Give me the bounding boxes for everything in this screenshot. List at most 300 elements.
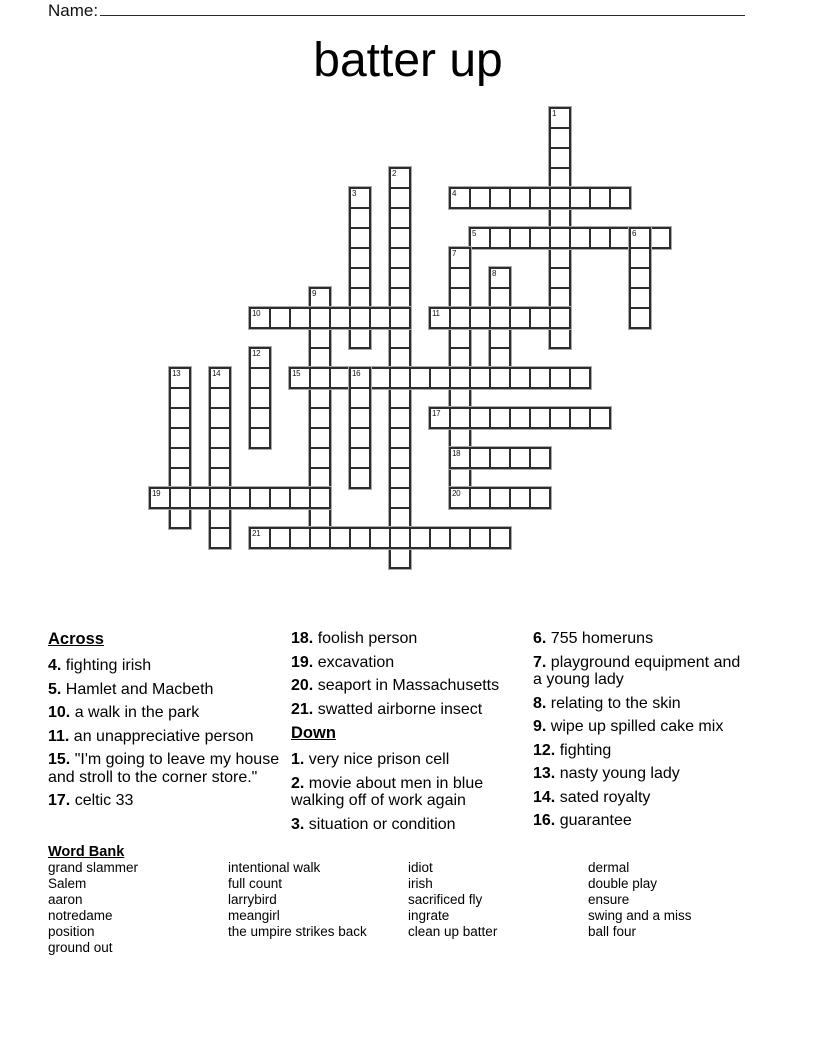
cell-divider [529, 368, 531, 388]
clue-across-18: 18. foolish person [291, 630, 418, 647]
answer-cell-r4c12[interactable] [392, 190, 408, 206]
grid-number-3: 3 [352, 189, 357, 198]
cell-divider [550, 127, 570, 129]
answer-cell-r13c20[interactable] [552, 370, 568, 386]
cell-divider [550, 247, 570, 249]
answer-cell-r3c12[interactable] [392, 170, 408, 186]
answer-cell-r15c5[interactable] [252, 410, 268, 426]
cell-divider [249, 488, 251, 508]
answer-cell-r10c9[interactable] [332, 310, 348, 326]
answer-cell-r4c17[interactable] [492, 190, 508, 206]
answer-cell-r13c3[interactable] [212, 370, 228, 386]
answer-cell-r13c13[interactable] [412, 370, 428, 386]
answer-cell-r11c12[interactable] [392, 330, 408, 346]
cell-divider [390, 427, 410, 429]
cell-divider [550, 267, 570, 269]
answer-cell-r22c12[interactable] [392, 550, 408, 566]
cell-divider [310, 307, 330, 309]
answer-cell-r9c10[interactable] [352, 290, 368, 306]
word-bank-column-1 [48, 860, 226, 956]
answer-cell-r19c5[interactable] [252, 490, 268, 506]
cell-divider [550, 327, 570, 329]
answer-cell-r19c6[interactable] [272, 490, 288, 506]
grid-number-5: 5 [472, 229, 477, 238]
answer-cell-r17c16[interactable] [472, 450, 488, 466]
cell-divider [329, 308, 331, 328]
cell-divider [250, 367, 270, 369]
answer-cell-r13c1[interactable] [172, 370, 188, 386]
word-bank-column-4 [588, 860, 766, 940]
answer-cell-r4c19[interactable] [532, 190, 548, 206]
answer-cell-r21c10[interactable] [352, 530, 368, 546]
cell-divider [469, 488, 471, 508]
grid-number-7: 7 [452, 249, 457, 258]
answer-cell-r15c1[interactable] [172, 410, 188, 426]
answer-cell-r8c12[interactable] [392, 270, 408, 286]
answer-cell-r21c11[interactable] [372, 530, 388, 546]
answer-cell-r21c16[interactable] [472, 530, 488, 546]
word-bank-column-3 [408, 860, 586, 940]
answer-cell-r19c1[interactable] [172, 490, 188, 506]
answer-cell-r19c17[interactable] [492, 490, 508, 506]
cell-divider [489, 188, 491, 208]
answer-cell-r9c20[interactable] [552, 290, 568, 306]
answer-cell-r19c7[interactable] [292, 490, 308, 506]
word-bank-item: ground out [48, 940, 113, 955]
cell-divider [490, 287, 510, 289]
word-bank-item: position [48, 924, 95, 939]
word-bank [48, 844, 788, 955]
answer-cell-r6c16[interactable] [472, 230, 488, 246]
cell-divider [489, 488, 491, 508]
answer-cell-r7c12[interactable] [392, 250, 408, 266]
cell-divider [329, 528, 331, 548]
answer-cell-r14c5[interactable] [252, 390, 268, 406]
answer-cell-r10c6[interactable] [272, 310, 288, 326]
cell-divider [490, 307, 510, 309]
answer-cell-r8c15[interactable] [452, 270, 468, 286]
answer-cell-r7c20[interactable] [552, 250, 568, 266]
cell-divider [369, 528, 371, 548]
word-bank-item: full count [228, 876, 283, 891]
cell-divider [469, 368, 471, 388]
answer-cell-r19c15[interactable] [452, 490, 468, 506]
cell-divider [550, 167, 570, 169]
cell-divider [489, 368, 491, 388]
grid-number-17: 17 [432, 409, 441, 418]
answer-cell-r9c15[interactable] [452, 290, 468, 306]
answer-cell-r11c17[interactable] [492, 330, 508, 346]
answer-cell-r13c18[interactable] [512, 370, 528, 386]
answer-cell-r19c19[interactable] [532, 490, 548, 506]
cell-divider [389, 368, 391, 388]
answer-cell-r19c18[interactable] [512, 490, 528, 506]
name-label: Name: [48, 1, 99, 20]
cell-divider [250, 427, 270, 429]
cell-divider [310, 467, 330, 469]
answer-cell-r10c15[interactable] [452, 310, 468, 326]
answer-cell-r5c20[interactable] [552, 210, 568, 226]
answer-cell-r7c10[interactable] [352, 250, 368, 266]
cell-divider [269, 488, 271, 508]
grid-number-2: 2 [392, 169, 397, 178]
answer-cell-r18c3[interactable] [212, 470, 228, 486]
answer-cell-r13c17[interactable] [492, 370, 508, 386]
answer-cell-r5c10[interactable] [352, 210, 368, 226]
answer-cell-r5c12[interactable] [392, 210, 408, 226]
answer-cell-r4c23[interactable] [612, 190, 628, 206]
cell-divider [490, 367, 510, 369]
cell-divider [429, 368, 431, 388]
answer-cell-r16c12[interactable] [392, 430, 408, 446]
cell-divider [469, 308, 471, 328]
grid-number-13: 13 [172, 369, 181, 378]
answer-cell-r4c15[interactable] [452, 190, 468, 206]
word-bank-item: aaron [48, 892, 83, 907]
answer-cell-r20c12[interactable] [392, 510, 408, 526]
answer-cell-r6c24[interactable] [632, 230, 648, 246]
answer-cell-r10c8[interactable] [312, 310, 328, 326]
cell-divider [309, 528, 311, 548]
cell-divider [210, 447, 230, 449]
cell-divider [449, 528, 451, 548]
cell-divider [350, 467, 370, 469]
answer-cell-r17c18[interactable] [512, 450, 528, 466]
answer-cell-r18c12[interactable] [392, 470, 408, 486]
cell-divider [469, 448, 471, 468]
answer-cell-r21c17[interactable] [492, 530, 508, 546]
cell-divider [310, 487, 330, 489]
clue-down-8: 8. relating to the skin [533, 694, 681, 712]
answer-cell-r10c18[interactable] [512, 310, 528, 326]
cell-divider [630, 287, 650, 289]
answer-cell-r4c21[interactable] [572, 190, 588, 206]
cell-divider [429, 528, 431, 548]
answer-cell-r2c20[interactable] [552, 150, 568, 166]
answer-cell-r6c20[interactable] [552, 230, 568, 246]
answer-cell-r21c13[interactable] [412, 530, 428, 546]
answer-cell-r10c10[interactable] [352, 310, 368, 326]
answer-cell-r16c1[interactable] [172, 430, 188, 446]
cell-divider [170, 467, 190, 469]
word-bank-item: ball four [588, 924, 637, 939]
cell-divider [469, 408, 471, 428]
answer-cell-r12c8[interactable] [312, 350, 328, 366]
cell-divider [289, 308, 291, 328]
answer-cell-r13c10[interactable] [352, 370, 368, 386]
answer-cell-r17c8[interactable] [312, 450, 328, 466]
across-header: Across [48, 630, 104, 648]
answer-cell-r10c7[interactable] [292, 310, 308, 326]
answer-cell-r13c11[interactable] [372, 370, 388, 386]
answer-cell-r7c24[interactable] [632, 250, 648, 266]
cell-divider [390, 447, 410, 449]
cell-divider [529, 488, 531, 508]
answer-cell-r15c3[interactable] [212, 410, 228, 426]
cell-divider [390, 247, 410, 249]
cell-divider [550, 227, 570, 229]
answer-cell-r10c17[interactable] [492, 310, 508, 326]
clue-column-1 [48, 630, 281, 816]
cell-divider [189, 488, 191, 508]
answer-cell-r6c23[interactable] [612, 230, 628, 246]
answer-cell-r17c1[interactable] [172, 450, 188, 466]
answer-cell-r19c3[interactable] [212, 490, 228, 506]
answer-cell-r9c17[interactable] [492, 290, 508, 306]
answer-cell-r3c20[interactable] [552, 170, 568, 186]
answer-cell-r14c1[interactable] [172, 390, 188, 406]
answer-cell-r17c17[interactable] [492, 450, 508, 466]
answer-cell-r12c12[interactable] [392, 350, 408, 366]
answer-cell-r6c10[interactable] [352, 230, 368, 246]
answer-cell-r10c5[interactable] [252, 310, 268, 326]
answer-cell-r8c20[interactable] [552, 270, 568, 286]
answer-cell-r6c22[interactable] [592, 230, 608, 246]
cell-divider [350, 447, 370, 449]
answer-cell-r21c12[interactable] [392, 530, 408, 546]
answer-cell-r13c15[interactable] [452, 370, 468, 386]
cell-divider [210, 527, 230, 529]
cell-divider [589, 188, 591, 208]
cell-divider [550, 147, 570, 149]
answer-cell-r18c1[interactable] [172, 470, 188, 486]
cell-divider [609, 228, 611, 248]
answer-cell-r15c20[interactable] [552, 410, 568, 426]
clue-across-4: 4. fighting irish [48, 657, 152, 674]
answer-cell-r14c10[interactable] [352, 390, 368, 406]
answer-cell-r10c19[interactable] [532, 310, 548, 326]
answer-cell-r18c8[interactable] [312, 470, 328, 486]
cell-divider [289, 488, 291, 508]
answer-cell-r9c12[interactable] [392, 290, 408, 306]
answer-cell-r14c8[interactable] [312, 390, 328, 406]
word-bank-item: idiot [408, 860, 433, 875]
answer-cell-r19c8[interactable] [312, 490, 328, 506]
answer-cell-r15c22[interactable] [592, 410, 608, 426]
answer-cell-r8c24[interactable] [632, 270, 648, 286]
answer-cell-r4c22[interactable] [592, 190, 608, 206]
name-blank-line[interactable] [100, 0, 745, 16]
answer-cell-r14c3[interactable] [212, 390, 228, 406]
cell-divider [209, 488, 211, 508]
cell-divider [170, 407, 190, 409]
answer-cell-r17c10[interactable] [352, 450, 368, 466]
answer-cell-r13c21[interactable] [572, 370, 588, 386]
answer-cell-r17c12[interactable] [392, 450, 408, 466]
cell-divider [450, 307, 470, 309]
answer-cell-r19c16[interactable] [472, 490, 488, 506]
cell-divider [350, 407, 370, 409]
clue-across-20: 20. seaport in Massachusetts [291, 677, 500, 694]
answer-cell-r6c12[interactable] [392, 230, 408, 246]
answer-cell-r18c10[interactable] [352, 470, 368, 486]
answer-cell-r11c20[interactable] [552, 330, 568, 346]
answer-cell-r15c19[interactable] [532, 410, 548, 426]
cell-divider [210, 407, 230, 409]
grid-number-12: 12 [252, 349, 261, 358]
answer-cell-r13c12[interactable] [392, 370, 408, 386]
answer-cell-r21c5[interactable] [252, 530, 268, 546]
grid-number-14: 14 [212, 369, 221, 378]
cell-divider [449, 308, 451, 328]
answer-cell-r9c8[interactable] [312, 290, 328, 306]
answer-cell-r15c18[interactable] [512, 410, 528, 426]
answer-cell-r19c0[interactable] [152, 490, 168, 506]
answer-cell-r14c12[interactable] [392, 390, 408, 406]
answer-cell-r11c8[interactable] [312, 330, 328, 346]
answer-cell-r19c2[interactable] [192, 490, 208, 506]
answer-cell-r21c3[interactable] [212, 530, 228, 546]
answer-cell-r16c3[interactable] [212, 430, 228, 446]
answer-cell-r12c15[interactable] [452, 350, 468, 366]
cell-divider [369, 368, 371, 388]
answer-cell-r15c15[interactable] [452, 410, 468, 426]
answer-cell-r10c24[interactable] [632, 310, 648, 326]
cell-divider [390, 387, 410, 389]
answer-cell-r16c10[interactable] [352, 430, 368, 446]
answer-cell-r21c6[interactable] [272, 530, 288, 546]
cell-divider [350, 287, 370, 289]
word-bank-header: Word Bank [48, 844, 125, 860]
answer-cell-r21c9[interactable] [332, 530, 348, 546]
cell-divider [450, 467, 470, 469]
answer-cell-r14c15[interactable] [452, 390, 468, 406]
answer-cell-r6c17[interactable] [492, 230, 508, 246]
cell-divider [309, 488, 311, 508]
answer-cell-r8c10[interactable] [352, 270, 368, 286]
answer-cell-r20c3[interactable] [212, 510, 228, 526]
answer-cell-r13c7[interactable] [292, 370, 308, 386]
answer-cell-r13c8[interactable] [312, 370, 328, 386]
grid-number-16: 16 [352, 369, 361, 378]
answer-cell-r17c15[interactable] [452, 450, 468, 466]
answer-cell-r18c15[interactable] [452, 470, 468, 486]
cell-divider [350, 387, 370, 389]
answer-cell-r4c20[interactable] [552, 190, 568, 206]
answer-cell-r16c15[interactable] [452, 430, 468, 446]
grid-number-18: 18 [452, 449, 461, 458]
cell-divider [509, 408, 511, 428]
cell-divider [609, 188, 611, 208]
cell-divider [529, 308, 531, 328]
answer-cell-r21c14[interactable] [432, 530, 448, 546]
cell-divider [489, 528, 491, 548]
cell-divider [549, 408, 551, 428]
answer-cell-r4c16[interactable] [472, 190, 488, 206]
answer-cell-r20c8[interactable] [312, 510, 328, 526]
answer-cell-r17c3[interactable] [212, 450, 228, 466]
answer-cell-r19c4[interactable] [232, 490, 248, 506]
cell-divider [170, 387, 190, 389]
answer-cell-r21c8[interactable] [312, 530, 328, 546]
cell-divider [450, 287, 470, 289]
answer-cell-r17c19[interactable] [532, 450, 548, 466]
answer-cell-r15c17[interactable] [492, 410, 508, 426]
clue-across-21: 21. swatted airborne insect [291, 700, 483, 718]
cell-divider [629, 228, 631, 248]
answer-cell-r6c25[interactable] [652, 230, 668, 246]
answer-cell-r4c18[interactable] [512, 190, 528, 206]
answer-cell-r15c10[interactable] [352, 410, 368, 426]
answer-cell-r10c16[interactable] [472, 310, 488, 326]
answer-cell-r15c8[interactable] [312, 410, 328, 426]
cell-divider [349, 308, 351, 328]
cell-divider [450, 387, 470, 389]
cell-divider [390, 487, 410, 489]
cell-divider [289, 528, 291, 548]
cell-divider [390, 267, 410, 269]
cell-divider [450, 367, 470, 369]
answer-cell-r4c10[interactable] [352, 190, 368, 206]
answer-cell-r15c21[interactable] [572, 410, 588, 426]
answer-cell-r7c15[interactable] [452, 250, 468, 266]
answer-cell-r11c10[interactable] [352, 330, 368, 346]
answer-cell-r9c24[interactable] [632, 290, 648, 306]
answer-cell-r1c20[interactable] [552, 130, 568, 146]
answer-cell-r19c12[interactable] [392, 490, 408, 506]
answer-cell-r10c14[interactable] [432, 310, 448, 326]
answer-cell-r20c1[interactable] [172, 510, 188, 526]
cell-divider [450, 327, 470, 329]
answer-cell-r0c20[interactable] [552, 110, 568, 126]
answer-cell-r12c5[interactable] [252, 350, 268, 366]
answer-cell-r10c11[interactable] [372, 310, 388, 326]
word-bank-item: ingrate [408, 908, 450, 923]
answer-cell-r13c14[interactable] [432, 370, 448, 386]
cell-divider [350, 307, 370, 309]
answer-cell-r21c15[interactable] [452, 530, 468, 546]
answer-cell-r15c14[interactable] [432, 410, 448, 426]
cell-divider [589, 408, 591, 428]
cell-divider [529, 188, 531, 208]
cell-divider [569, 408, 571, 428]
down-header: Down [291, 724, 336, 742]
cell-divider [390, 307, 410, 309]
cell-divider [350, 327, 370, 329]
word-bank-item: larrybird [228, 892, 277, 907]
clue-down-9: 9. wipe up spilled cake mix [533, 718, 724, 735]
answer-cell-r21c7[interactable] [292, 530, 308, 546]
answer-cell-r13c9[interactable] [332, 370, 348, 386]
answer-cell-r11c15[interactable] [452, 330, 468, 346]
answer-cell-r10c12[interactable] [392, 310, 408, 326]
clue-column-2 [291, 630, 523, 839]
cell-divider [489, 308, 491, 328]
answer-cell-r13c19[interactable] [532, 370, 548, 386]
word-bank-item: irish [408, 876, 433, 891]
cell-divider [469, 188, 471, 208]
answer-cell-r15c16[interactable] [472, 410, 488, 426]
cell-divider [350, 207, 370, 209]
answer-cell-r10c20[interactable] [552, 310, 568, 326]
answer-cell-r8c17[interactable] [492, 270, 508, 286]
answer-cell-r15c12[interactable] [392, 410, 408, 426]
answer-cell-r12c17[interactable] [492, 350, 508, 366]
cell-divider [569, 188, 571, 208]
cell-divider [390, 227, 410, 229]
answer-cell-r6c21[interactable] [572, 230, 588, 246]
answer-cell-r6c18[interactable] [512, 230, 528, 246]
cell-divider [309, 308, 311, 328]
answer-cell-r16c8[interactable] [312, 430, 328, 446]
cell-divider [489, 448, 491, 468]
answer-cell-r16c5[interactable] [252, 430, 268, 446]
answer-cell-r6c19[interactable] [532, 230, 548, 246]
cell-divider [649, 228, 651, 248]
cell-divider [390, 187, 410, 189]
answer-cell-r13c5[interactable] [252, 370, 268, 386]
answer-cell-r13c16[interactable] [472, 370, 488, 386]
